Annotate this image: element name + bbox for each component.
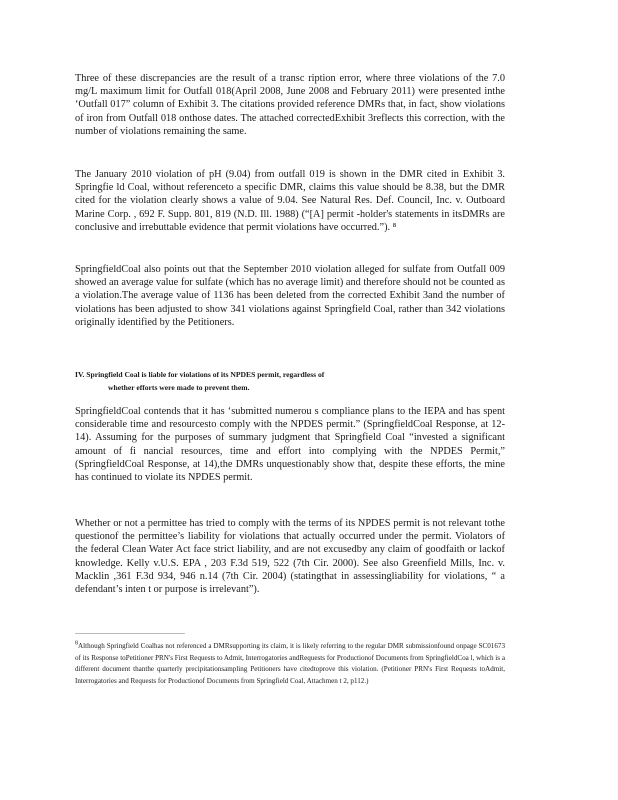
- paragraph-ph-violation: The January 2010 violation of pH (9.04) from outfall 019 is shown in the DMR cited in Exhibit 3. Springfie ld Coal, without referenceto a specific DMR, claims this value should be 8.38, but the DMR cited for the violation clearly shows a value of 9.04. See Natural Res. Def. Council, Inc. v. Outboard Marine Corp. , 692 F. Supp. 801, 819 (N.D. Ill. 1988) (“[A] permit -holder's statements in itsDMRs are conclusive and irrebuttable evidence that permit violations have occurred.”). ⁸: [75, 169, 505, 233]
- footnote-8: [75, 641, 505, 687]
- section-heading-line-1: IV. Springfield Coal is liable for violations of its NPDES permit, regardless of: [75, 370, 325, 379]
- paragraph-discrepancies: Three of these discrepancies are the result of a transc ription error, where three violations of the 7.0 mg/L maximum limit for Outfall 018(April 2008, June 2008 and February 2011) were presented inthe ‘Outfall 017” column of Exhibit 3. The citations provided reference DMRs that, in fact, show violations of iron from Outfall 018 onthose dates. The attached correctedExhibit 3reflects this correction, with the number of violations remaining the same.: [75, 73, 505, 137]
- paragraph-compliance-efforts: SpringfieldCoal contends that it has ‘submitted numerou s compliance plans to the IEPA and has spent considerable time and resourcesto comply with the NPDES permit.” (SpringfieldCoal Response, at 12-14). Assuming for the purposes of summary judgment that Springfield Coal “invested a significant amount of fi nancial resources, time and effort into complying with the NPDES Permit,” (SpringfieldCoal Response, at 14),the DMRs unquestionably show that, despite these efforts, the mine has continued to violate its NPDES permit.: [75, 406, 505, 484]
- footnote-text: Although Springfield Coalhas not referenced a DMRsupporting its claim, it is likely referring to the regular DMR submissionfound onpage SC01673 of its Response toPetitioner PRN's First Requests to Admit, Interrogatories andRequests for Productionof Documents from SpringfieldCoa l, which is a different document thanthe quarterly precipitationsampling Petitioners have citedtoprove this violation. (Petitioner PRN's First Requests toAdmit, Interrogatories and Requests for Productionof Documents from Springfield Coal, Attachmen t 2, p112.): [75, 642, 505, 685]
- footnote-divider: [75, 633, 185, 634]
- paragraph-sulfate-violation: SpringfieldCoal also points out that the September 2010 violation alleged for sulfate from Outfall 009 showed an average value for sulfate (which has no average limit) and therefore should not be counted as a violation.The average value of 1136 has been deleted from the corrected Exhibit 3and the number of violations has been adjusted to show 341 violations against Springfield Coal, rather than 342 violations originally identified by the Petitioners.: [75, 264, 505, 328]
- section-heading-line-2: whether efforts were made to prevent them.: [108, 383, 250, 392]
- section-heading-iv: [75, 368, 505, 394]
- paragraph-strict-liability: Whether or not a permittee has tried to comply with the terms of its NPDES permit is not relevant tothe questionof the permittee’s liability for violations that actually occurred under the permit. Violators of the federal Clean Water Act face strict liability, and are not excusedby any claim of goodfaith or lackof knowledge. Kelly v.U.S. EPA , 203 F.3d 519, 522 (7th Cir. 2000). See also Greenfield Mills, Inc. v. Macklin ,361 F.3d 934, 946 n.14 (7th Cir. 2004) (statingthat in assessingliability for violations, “ a defendant’s inten t or purpose is irrelevant”).: [75, 518, 505, 596]
- footnote-marker: 8: [75, 640, 78, 647]
